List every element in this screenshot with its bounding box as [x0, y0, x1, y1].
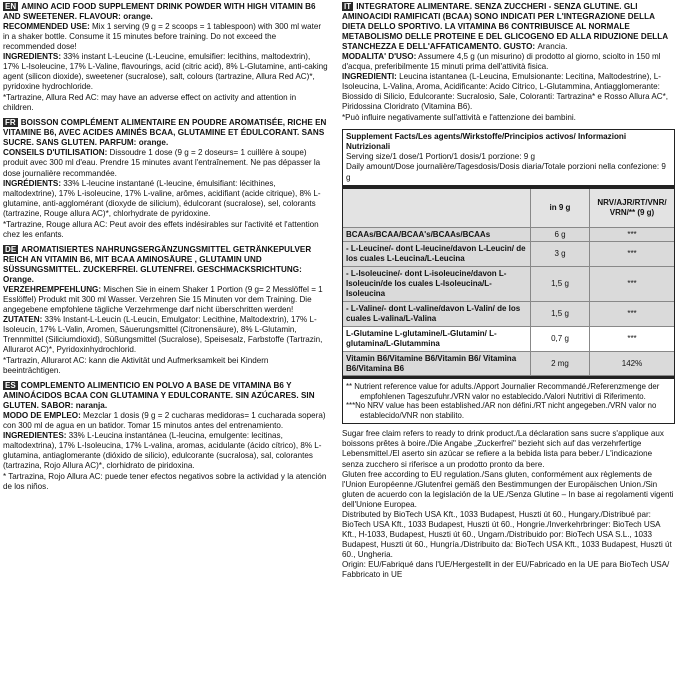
- heading-text-en: AMINO ACID FOOD SUPPLEMENT DRINK POWDER WITH HIGH VITAMIN B6 AND SWEETENER. FLAVOUR: orange.: [3, 2, 316, 22]
- distributor-note: Distributed by BioTech USA Kft., 1033 Budapest, Huszti út 60., Hungary./Distribué par: BioTech USA Kft., 1033 Budapest, Huszti út 60., Hongrie./Inverkehrbringer: BioTech USA Kft., H-1033, Budapest, Huszti út 60., Ungarn./Distribuido por: BioTech USA S.L., 1033 Budapest, Huszti út 60., Hungría./Distribuito da: BioTech USA Kft., 1033 Budapest, Huszti út 60., Ungheria.: [342, 509, 672, 559]
- ingredients-it: [342, 72, 675, 112]
- heading-es: [3, 381, 328, 411]
- facts-row-name: - L-Valine/- dont L-valine/davon L-Valin/ de los cuales L-valina/L-Valina: [343, 301, 531, 326]
- facts-header-blank: [343, 189, 531, 228]
- ing-label-it: INGREDIENTI:: [342, 72, 397, 82]
- use-text-en: Mix 1 serving (9 g = 2 scoops = 1 tablespoon) with 300 ml water in a shaker bottle. Consume it 15 minutes before training. Do not exceed the recommended dose!: [3, 22, 322, 52]
- facts-header-row: [343, 189, 674, 228]
- ing-text-fr: 33% L-leucine instantané (L-leucine, émulsifiant: lécithines, maltodextrine), 17% L-isoleucine, 17% L-valine, arômes, acidifiant (acide citrique), 8% L-glutamine, anti-agglomérant (dioxyde de silicium), édulcorant (sucralose), sel, colorants (tartrazine, Rouge allura AC)*, chlorhydrate de pyridoxine.: [3, 178, 321, 218]
- gluten-free-note: Gluten free according to EU regulation./Sans gluten, conformément aux règlements de l'Union Européenne./Glutenfrei gemäß den Bestimmungen der Europäischen Union./Sin gluten de acuerdo con la legislación de la UE./Senza Glutine – In base ai regolamenti vigenti dell'Unione Europea.: [342, 469, 674, 509]
- use-label-it: MODALITA' D'USO:: [342, 52, 417, 62]
- facts-header-nrv: NRV/AJR/RT/VNR/ VRN/** (9 g): [590, 189, 675, 228]
- facts-row-name: - L-Leucine/- dont L-leucine/davon L-Leucin/ de los cuales L-Leucina/L-Leucina: [343, 242, 531, 267]
- origin-note: Origin: EU/Fabriqué dans l'UE/Hergestellt in der EU/Fabricado en la UE para BioTech USA/ Fabbricato in UE: [342, 559, 670, 579]
- use-fr: [3, 148, 328, 178]
- facts-daily: Daily amount/Dose journalière/Tagesdosis/Dosis diaria/Totale porzioni nella confezione: 9 g: [343, 162, 674, 188]
- section-en: [3, 2, 328, 113]
- note-it: *Può influire negativamente sull'attività e l'attenzione dei bambini.: [342, 113, 576, 123]
- heading-de: [3, 245, 328, 285]
- facts-row-amount: 2 mg: [531, 351, 590, 376]
- facts-footnote-no-nrv: ***No NRV value has been established./AR non défini./RT nicht angegeben./VRN valor no establecido/VNR non stabilito.: [346, 401, 657, 420]
- facts-row: [343, 301, 674, 326]
- facts-row-name: - L-Isoleucine/- dont L-isoleucine/davon L-Isoleucin/de los cuales L-Isoleucina/L-Isoleucina: [343, 267, 531, 302]
- ingredients-es: [3, 431, 328, 471]
- note-fr: *Tartrazine, Rouge allura AC: Peut avoir des effets indésirables sur l'activité et l'attention chez les enfants.: [3, 219, 319, 239]
- facts-grid: [343, 189, 674, 377]
- facts-row-amount: 1,5 g: [531, 301, 590, 326]
- facts-footnotes: [343, 376, 674, 423]
- heading-text-de: AROMATISIERTES NAHRUNGSERGÄNZUNGSMITTEL GETRÄNKEPULVER REICH AN VITAMIN B6, MIT BCAA AMINOSÄURE , GLUTAMIN UND SÜSSUNGSMITTEL. ZUCKERFREI. GLUTENFREI. GESCHMACKSRICHTUNG: Orange.: [3, 244, 312, 284]
- facts-row-nrv: ***: [590, 267, 675, 302]
- use-label-en: RECOMMENDED USE:: [3, 22, 90, 32]
- use-es: [3, 411, 328, 431]
- use-text-it: Assumere 4,5 g (un misurino) di prodotto al giorno, sciolto in 150 ml d'acqua, preferibilmente 15 minuti prima dell'attività fisica.: [342, 52, 661, 72]
- facts-row-amount: 6 g: [531, 227, 590, 242]
- facts-row-name: Vitamin B6/Vitamine B6/Vitamin B6/ Vitamina B6/Vitamina B6: [343, 351, 531, 376]
- ing-label-de: ZUTATEN:: [3, 314, 43, 324]
- left-column: [3, 2, 328, 497]
- heading-en: [3, 2, 328, 22]
- ing-label-en: INGREDIENTS:: [3, 52, 62, 62]
- lang-badge-es: ES: [5, 381, 16, 391]
- facts-title: Supplement Facts/Les agents/Wirkstoffe/Principios activos/ Informazioni Nutrizionali: [346, 132, 627, 152]
- ing-text-en: 33% instant L-Leucine (L-Leucine, emulsifier: lecithins, maltodextrin), 17% L-Isoleucine, 17% L-Valine, flavourings, acid (citric acid), 8% L-Glutamine, anti-caking agent (silicon dioxide), sweetener (sucralose), salt, colours (tartrazine, Allura Red AC)*, pyridoxine hydrochloride.: [3, 52, 328, 92]
- heading-text-es: COMPLEMENTO ALIMENTICIO EN POLVO A BASE DE VITAMINA B6 Y AMINOÁCIDOS BCAA CON GLUTAMINA Y EDULCORANTE. SIN AZÚCARES. SIN GLUTEN. SABOR: naranja.: [3, 381, 315, 411]
- ingredients-en: [3, 52, 328, 92]
- facts-row: [343, 227, 674, 242]
- facts-row: [343, 267, 674, 302]
- ing-text-es: 33% L-Leucina instantánea (L-leucina, emulgente: lecitinas, maltodextrina), 17% L-Isoleucina, 17% L-valina, aromas, acidulante (ácido cítrico), 8% L-glutamina, antiaglomerante (dióxido de silicio), edulcorante (sucralosa), sal, colorantes (tartrazina, Rojo Allura AC)*, clorhidrato de piridoxina.: [3, 431, 322, 471]
- section-it: [342, 2, 675, 123]
- heading-text-it: INTEGRATORE ALIMENTARE. SENZA ZUCCHERI - SENZA GLUTINE. GLI AMINOACIDI RAMIFICATI (BCAA) SONO INDICATI PER L'INTEGRAZIONE DELLA DIETA DELLO SPORTIVO. LA VITAMINA B6 CONTRIBUISCE AL NORMALE METABOLISMO DELLE PROTEINE E DEL GLICOGENO ED ALLA RIDUZIONE DELLA STANCHEZZA E DELL'AFFATICAMENTO. GUSTO:: [342, 2, 668, 52]
- use-it: [342, 52, 675, 72]
- legal-notes: [342, 429, 675, 579]
- sugar-free-note: Sugar free claim refers to ready to drink product./La déclaration sans sucre s'applique aux boissons prêtes à boire./Die Angabe „Zuckerfrei" bezieht sich auf das verzehrfertige Lebensmittel./El aserto sin azúcar se refiere a la bebida lista para beber./ L'indicazione senza zucchero si riferisce a un prodotto pronto da bere.: [342, 429, 664, 469]
- facts-row: [343, 242, 674, 267]
- facts-row-amount: 3 g: [531, 242, 590, 267]
- section-fr: [3, 118, 328, 239]
- use-label-fr: CONSEILS D'UTILISATION:: [3, 148, 108, 158]
- use-en: [3, 22, 328, 52]
- ing-text-it: Leucina istantanea (L-Leucina, Emulsionante: Lecitina, Maltodestrine), L-Isoleucina, L-Valina, Aroma, Acidificante: Acido Citrico, L-Glutammina, Antiagglomerante: Biossido di Silicio, Edulcorante: Sucralosio, Sale, Coloranti: Tartrazina* e Rosso Allura AC*, Piridossina Cloridrato (Vitamina B6).: [342, 72, 669, 112]
- section-de: [3, 245, 328, 376]
- use-de: [3, 285, 328, 315]
- lang-badge-fr: FR: [5, 118, 16, 128]
- ing-label-fr: INGRÉDIENTS:: [3, 178, 62, 188]
- use-label-de: VERZEHREMPFEHLUNG:: [3, 284, 102, 294]
- facts-row-nrv: ***: [590, 227, 675, 242]
- facts-row: [343, 351, 674, 376]
- facts-serving: Serving size/1 dose/1 Portion/1 dosis/1 porzione: 9 g: [346, 152, 535, 162]
- facts-row-amount: 0,7 g: [531, 326, 590, 351]
- facts-row-nrv: ***: [590, 326, 675, 351]
- facts-row-name: L-Glutamine L-glutamine/L-Glutamin/ L-glutamina/L-Glutammina: [343, 326, 531, 351]
- lang-badge-it: IT: [344, 2, 352, 11]
- ing-text-de: 33% Instant-L-Leucin (L-Leucin, Emulgator: Lecithine, Maltodextrin), 17% L-Isoleucin, 17% L-Valin, Aromen, Säuerungsmittel (Citronensäure), 8% L-Glutamin, Trennmittel (Siliciumdioxid), Süßungsmittel (Sucralose), Speisesalz, Farbstoffe (Tartrazin, Allurarot AC)*, Pyridoxinhydrochlorid.: [3, 314, 323, 355]
- flavour-it: Arancia.: [537, 42, 568, 52]
- supplement-facts-table: [342, 129, 675, 424]
- use-text-de: Mischen Sie in einem Shaker 1 Portion (9 g= 2 Messlöffel = 1 Esslöffel) Produkt mit 300 ml Wasser. Verzehren Sie 15 Minuten vor dem Training. Die angegebene empfohlene tägliche Verzehrmenge darf nicht überschritten werden!: [3, 284, 323, 314]
- heading-fr: [3, 118, 328, 148]
- use-text-es: Mezclar 1 dosis (9 g = 2 cucharas medidoras= 1 cucharada sopera) con 300 ml de agua en un batidor. Tomar 15 minutos antes del entrenamiento.: [3, 411, 326, 431]
- use-label-es: MODO DE EMPLEO:: [3, 411, 81, 421]
- facts-row-nrv: 142%: [590, 351, 675, 376]
- ing-label-es: INGREDIENTES:: [3, 431, 67, 441]
- facts-row-name: BCAAs/BCAA/BCAA's/BCAAs/BCAAs: [343, 227, 531, 242]
- facts-row-nrv: ***: [590, 301, 675, 326]
- use-text-fr: Dissoudre 1 dose (9 g = 2 doseurs= 1 cuillère à soupe) produit avec 300 ml d'eau. Prendre 15 minutes avant l'entraînement. Ne pas dépasser la dose journalière recommandée.: [3, 148, 321, 178]
- heading-it: [342, 2, 675, 52]
- facts-header-amount: in 9 g: [531, 189, 590, 228]
- note-de: *Tartrazin, Allurarot AC: kann die Aktivität und Aufmerksamkeit bei Kindern beeinträchtigen.: [3, 356, 269, 376]
- right-column: [342, 2, 675, 580]
- ingredients-fr: [3, 179, 328, 219]
- note-en: *Tartrazine, Allura Red AC: may have an adverse effect on activity and attention in children.: [3, 93, 297, 113]
- facts-row: [343, 326, 674, 351]
- lang-badge-en: EN: [5, 2, 17, 11]
- lang-badge-de: DE: [5, 244, 17, 254]
- section-es: [3, 381, 328, 492]
- facts-footnote-nrv: ** Nutrient reference value for adults./Apport Journalier Recommandé./Referenzmenge der empfohlenen Tageszufuhr./VRN valor no establecido./Valori Nutritivi di Riferimento.: [346, 382, 660, 401]
- facts-row-amount: 1,5 g: [531, 267, 590, 302]
- note-es: * Tartrazina, Rojo Allura AC: puede tener efectos negativos sobre la actividad y la atención de los niños.: [3, 472, 327, 492]
- heading-text-fr: BOISSON COMPLÉMENT ALIMENTAIRE EN POUDRE AROMATISÉE, RICHE EN VITAMINE B6, AVEC ACIDES AMINÉS BCAA, GLUTAMINE ET ÉDULCORANT. SANS SUCRE. SANS GLUTEN. PARFUM: orange.: [3, 118, 327, 148]
- facts-row-nrv: ***: [590, 242, 675, 267]
- ingredients-de: [3, 315, 328, 355]
